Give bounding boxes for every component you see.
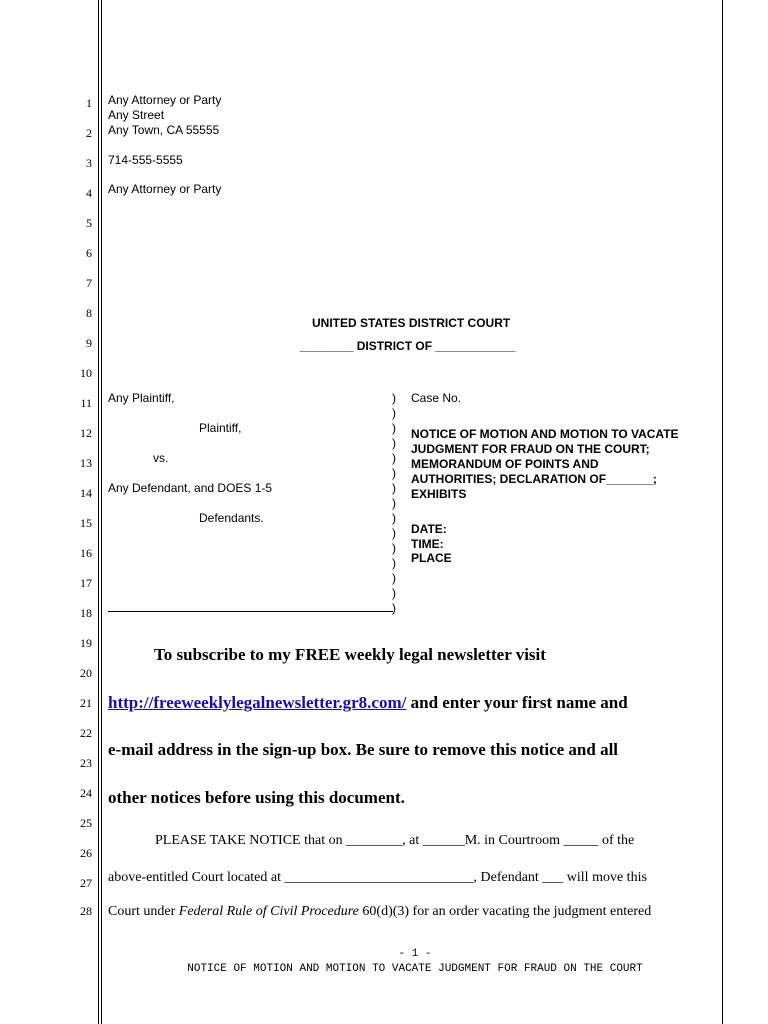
defendant-name: Any Defendant, and DOES 1-5 [108, 481, 273, 495]
line-number: 15 [80, 516, 92, 530]
versus-label: vs. [153, 451, 169, 465]
line-number: 10 [80, 366, 92, 380]
line-number: 21 [80, 696, 92, 710]
line-number: 14 [80, 486, 92, 500]
line-number: 9 [86, 336, 92, 350]
document-title-line-5: EXHIBITS [411, 487, 467, 501]
attorney-city: Any Town, CA 55555 [108, 123, 220, 137]
line-number: 5 [86, 216, 92, 230]
caption-paren: ) [392, 391, 396, 405]
caption-paren: ) [392, 406, 396, 420]
line-number: 3 [86, 156, 92, 170]
caption-paren: ) [392, 556, 396, 570]
line-number: 19 [80, 636, 92, 650]
line-number: 6 [86, 246, 92, 260]
line-number: 11 [80, 396, 92, 410]
caption-paren: ) [392, 421, 396, 435]
body-line-1: PLEASE TAKE NOTICE that on ________, at ______M. in Courtroom _____ of the [155, 833, 635, 848]
newsletter-link[interactable]: http://freeweeklylegalnewsletter.gr8.com/ [108, 693, 407, 712]
caption-paren: ) [392, 541, 396, 555]
caption-paren: ) [392, 511, 396, 525]
body-line-3-post: 60(d)(3) for an order vacating the judgment entered [358, 904, 652, 919]
line-number: 20 [80, 666, 92, 680]
rule-citation: Federal Rule of Civil Procedure [178, 904, 359, 919]
line-number: 27 [80, 876, 92, 890]
promo-line-1: To subscribe to my FREE weekly legal newsletter visit [154, 645, 546, 664]
body-line-2: above-entitled Court located at ___________________________, Defendant ___ will move this [108, 870, 647, 885]
caption-paren: ) [392, 436, 396, 450]
line-number: 4 [86, 186, 92, 200]
court-name: UNITED STATES DISTRICT COURT [312, 316, 511, 330]
document-title-line-4: AUTHORITIES; DECLARATION OF_______; [411, 472, 657, 486]
line-number: 18 [80, 606, 92, 620]
hearing-place-label: PLACE [411, 551, 452, 565]
line-number: 1 [86, 96, 92, 110]
body-line-3 [108, 904, 651, 920]
caption-paren: ) [392, 466, 396, 480]
line-number: 7 [86, 276, 92, 290]
line-number: 16 [80, 546, 92, 560]
promo-line-2-rest: and enter your first name and [406, 693, 628, 712]
document-title-line-3: MEMORANDUM OF POINTS AND [411, 457, 599, 471]
case-number-label: Case No. [411, 391, 462, 405]
line-number: 25 [80, 816, 92, 830]
caption-paren: ) [392, 451, 396, 465]
line-number: 17 [80, 576, 92, 590]
plaintiff-name: Any Plaintiff, [108, 391, 175, 405]
left-margin-rule-outer [98, 0, 99, 1024]
promo-line-3: e-mail address in the sign-up box. Be sure to remove this notice and all [108, 740, 619, 759]
line-number: 24 [80, 786, 92, 800]
hearing-time-label: TIME: [411, 537, 444, 551]
plaintiff-role: Plaintiff, [199, 421, 242, 435]
court-district: ________ DISTRICT OF ____________ [300, 339, 516, 353]
line-number: 2 [86, 126, 92, 140]
line-number: 12 [80, 426, 92, 440]
caption-paren: ) [392, 481, 396, 495]
body-line-3-pre: Court under [108, 904, 179, 919]
line-number: 26 [80, 846, 92, 860]
left-margin-rule-inner [101, 0, 102, 1024]
footer-title: NOTICE OF MOTION AND MOTION TO VACATE JUDGMENT FOR FRAUD ON THE COURT [187, 963, 643, 975]
attorney-street: Any Street [108, 108, 165, 122]
caption-paren: ) [392, 526, 396, 540]
page-number: - 1 - [398, 948, 432, 960]
hearing-date-label: DATE: [411, 522, 447, 536]
line-number: 22 [80, 726, 92, 740]
document-title-line-2: JUDGMENT FOR FRAUD ON THE COURT; [411, 442, 650, 456]
caption-paren: ) [392, 601, 396, 615]
document-title-line-1: NOTICE OF MOTION AND MOTION TO VACATE [411, 427, 679, 441]
caption-paren: ) [392, 586, 396, 600]
promo-line-4: other notices before using this document. [108, 788, 405, 807]
defendant-role: Defendants. [199, 511, 264, 525]
right-margin-rule [722, 0, 723, 1024]
attorney-name: Any Attorney or Party [108, 93, 222, 107]
line-number: 8 [86, 306, 92, 320]
attorney-for: Any Attorney or Party [108, 182, 222, 196]
promo-line-2 [108, 693, 628, 713]
caption-paren: ) [392, 571, 396, 585]
attorney-phone: 714-555-5555 [108, 153, 183, 167]
line-number: 13 [80, 456, 92, 470]
caption-paren: ) [392, 496, 396, 510]
caption-bottom-rule [108, 611, 393, 612]
line-number: 28 [80, 904, 92, 918]
line-number: 23 [80, 756, 92, 770]
